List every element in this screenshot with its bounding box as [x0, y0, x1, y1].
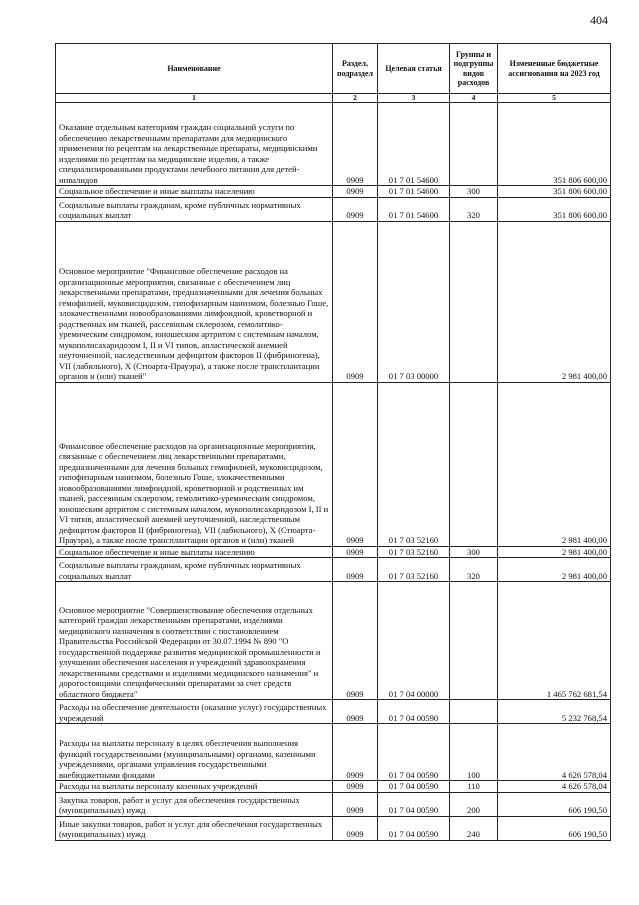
row-name: Социальное обеспечение и иные выплаты населению — [56, 546, 333, 558]
row-name: Социальные выплаты гражданам, кроме публичных нормативных социальных выплат — [56, 197, 333, 221]
table-row — [56, 103, 611, 186]
row-section: 0909 — [333, 700, 378, 724]
row-name: Расходы на выплаты персоналу в целях обеспечения выполнения функций государственными (муниципальными) органами, казенными учреждениями, органами управления государственными внебюджетными фондами — [56, 724, 333, 781]
table-row — [56, 197, 611, 221]
row-name: Оказание отдельным категориям граждан социальной услуги по обеспечению лекарственными препаратами для медицинского применения по рецептам на лекарственные препараты, медицинскими изделиями по рецептам на медицинские изделия, а также специализированными продуктами лечебного питания для детей-инвалидов — [56, 103, 333, 186]
table-row — [56, 558, 611, 582]
row-article: 01 7 04 00590 — [378, 816, 450, 840]
row-amount: 351 806 600,00 — [498, 103, 611, 186]
row-article: 01 7 01 54600 — [378, 197, 450, 221]
row-section: 0909 — [333, 103, 378, 186]
row-group — [450, 582, 498, 700]
row-name: Закупка товаров, работ и услуг для обеспечения государственных (муниципальных) нужд — [56, 792, 333, 816]
row-group: 300 — [450, 186, 498, 198]
row-article: 01 7 03 00000 — [378, 221, 450, 382]
budget-table — [55, 43, 611, 841]
row-amount: 5 232 768,54 — [498, 700, 611, 724]
table-row — [56, 816, 611, 840]
row-group: 320 — [450, 197, 498, 221]
table-row — [56, 546, 611, 558]
row-group — [450, 382, 498, 546]
row-amount: 2 981 400,00 — [498, 546, 611, 558]
col-number: 2 — [333, 94, 378, 103]
row-amount: 351 806 600,00 — [498, 197, 611, 221]
row-amount: 2 981 400,00 — [498, 558, 611, 582]
row-section: 0909 — [333, 186, 378, 198]
row-amount: 351 806 600,00 — [498, 186, 611, 198]
row-group: 110 — [450, 781, 498, 793]
row-group: 100 — [450, 724, 498, 781]
row-group — [450, 221, 498, 382]
col-number: 4 — [450, 94, 498, 103]
header-section: Раздел, подраздел — [333, 44, 378, 94]
row-name: Социальное обеспечение и иные выплаты населению — [56, 186, 333, 198]
row-article: 01 7 04 00590 — [378, 700, 450, 724]
row-article: 01 7 04 00590 — [378, 792, 450, 816]
table-row — [56, 700, 611, 724]
header-amount: Измененные бюджетные ассигнования на 2023 год — [498, 44, 611, 94]
col-number: 3 — [378, 94, 450, 103]
table-row — [56, 724, 611, 781]
row-group: 200 — [450, 792, 498, 816]
row-amount: 2 981 400,00 — [498, 382, 611, 546]
row-article: 01 7 03 52160 — [378, 558, 450, 582]
row-section: 0909 — [333, 582, 378, 700]
col-number: 5 — [498, 94, 611, 103]
row-article: 01 7 01 54600 — [378, 103, 450, 186]
row-amount: 4 626 578,04 — [498, 781, 611, 793]
row-amount: 1 465 762 681,54 — [498, 582, 611, 700]
table-row — [56, 792, 611, 816]
row-section: 0909 — [333, 221, 378, 382]
row-article: 01 7 04 00590 — [378, 781, 450, 793]
table-row — [56, 382, 611, 546]
row-group: 320 — [450, 558, 498, 582]
col-number: 1 — [56, 94, 333, 103]
row-article: 01 7 03 52160 — [378, 382, 450, 546]
row-group — [450, 103, 498, 186]
row-amount: 606 190,50 — [498, 816, 611, 840]
row-section: 0909 — [333, 558, 378, 582]
table-row — [56, 582, 611, 700]
row-article: 01 7 03 52160 — [378, 546, 450, 558]
row-section: 0909 — [333, 816, 378, 840]
header-group: Группы и подгруппы видов расходов — [450, 44, 498, 94]
header-article: Целевая статья — [378, 44, 450, 94]
row-name: Основное мероприятие "Совершенствование обеспечения отдельных категорий граждан лекарственными препаратами, изделиями медицинского назначения в соответствии с постановлением Правительства Российской Федерации от 30.07.1994 № 890 "О государственной поддержке развития медицинской промышленности и улучшении обеспечения населения и учреждений здравоохранения лекарственными средствами и изделиями медицинского назначения" и дорогостоящими специфическими препаратами за счет средств областного бюджета" — [56, 582, 333, 700]
row-name: Расходы на обеспечение деятельности (оказание услуг) государственных учреждений — [56, 700, 333, 724]
row-name: Основное мероприятие "Финансовое обеспечение расходов на организационные мероприятия, связанные с обеспечением лиц лекарственными препаратами, предназначенными для лечения больных гемофилией, муковисцидозом, гипофизарным нанизмом, болезнью Гоше, злокачественными новообразованиями лимфоидной, кроветворной и родственных им тканей, рассеянным склерозом, гемолитико-уремическим синдромом, юношеским артритом с системным началом, мукополисахаридозом I, II и VI типов, апластической анемией неуточненной, наследственным дефицитом факторов II (фибриногена), VII (лабильного), X (Стюарта-Прауэра), а также после трансплантации органов и (или) тканей" — [56, 221, 333, 382]
table-row — [56, 221, 611, 382]
page-number: 404 — [590, 13, 608, 27]
row-name: Расходы на выплаты персоналу казенных учреждений — [56, 781, 333, 793]
row-name: Финансовое обеспечение расходов на организационные мероприятия, связанные с обеспечением лиц лекарственными препаратами, предназначенными для лечения больных гемофилией, муковисцидозом, гипофизарным нанизмом, болезнью Гоше, злокачественными новообразованиями лимфоидной, кроветворной и родственных им тканей, рассеянным склерозом, гемолитико-уремическим синдромом, юношеским артритом с системным началом, мукополисахаридозом I, II и VI типов, апластической анемией неуточненной, наследственным дефицитом факторов II (фибриногена), VII (лабильного), X (Стюарта-Прауэра), а также после трансплантации органов и (или) тканей — [56, 382, 333, 546]
row-amount: 2 981 400,00 — [498, 221, 611, 382]
row-article: 01 7 04 00000 — [378, 582, 450, 700]
row-name: Социальные выплаты гражданам, кроме публичных нормативных социальных выплат — [56, 558, 333, 582]
row-article: 01 7 04 00590 — [378, 724, 450, 781]
table-row — [56, 186, 611, 198]
row-group: 240 — [450, 816, 498, 840]
row-amount: 4 626 578,04 — [498, 724, 611, 781]
row-name: Иные закупки товаров, работ и услуг для обеспечения государственных (муниципальных) нужд — [56, 816, 333, 840]
row-section: 0909 — [333, 792, 378, 816]
row-section: 0909 — [333, 546, 378, 558]
row-group — [450, 700, 498, 724]
row-group: 300 — [450, 546, 498, 558]
row-amount: 606 190,50 — [498, 792, 611, 816]
row-section: 0909 — [333, 781, 378, 793]
row-section: 0909 — [333, 382, 378, 546]
header-name: Наименование — [56, 44, 333, 94]
row-section: 0909 — [333, 724, 378, 781]
row-section: 0909 — [333, 197, 378, 221]
row-article: 01 7 01 54600 — [378, 186, 450, 198]
table-row — [56, 781, 611, 793]
